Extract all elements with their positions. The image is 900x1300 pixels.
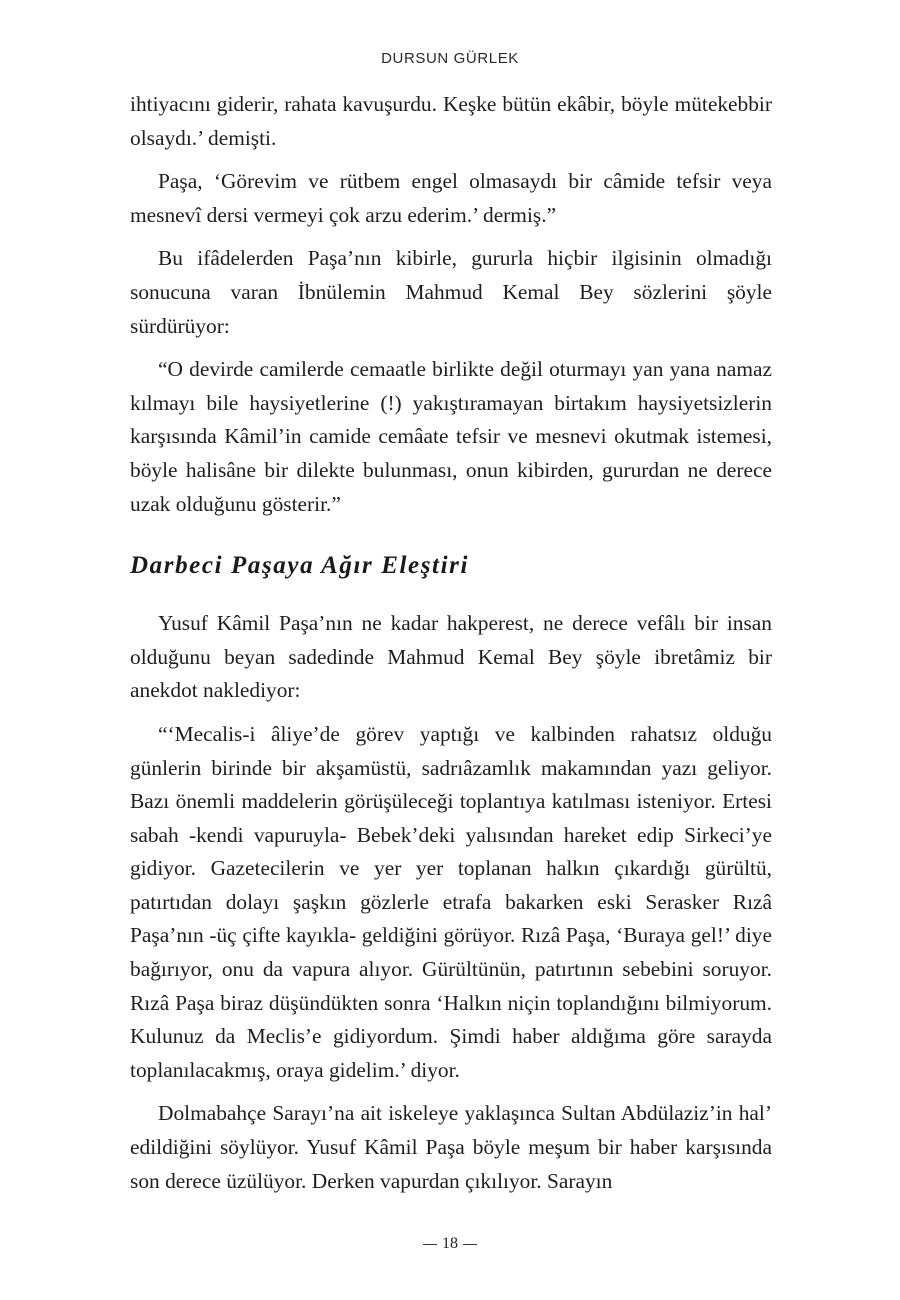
- paragraph: Dolmabahçe Sarayı’na ait iskeleye yaklaşınca Sultan Abdülaziz’in hal’ edildiğini söylüyor. Yusuf Kâmil Paşa böyle meşum bir haber karşısında son derece üzülüyor. Derken vapurdan çıkılıyor. Sarayın: [130, 1101, 772, 1193]
- paragraph-quote: “O devirde camilerde cemaatle birlikte değil oturmayı yan yana namaz kılmayı bile haysiyetlerine (!) yakıştıramayan birtakım haysiyetsizlerin karşısında Kâmil’in camide cemâate tefsir ve mesnevi okutmak istemesi, böyle halisâne bir dilekte bulunması, onun kibirden, gururdan ne derece uzak olduğunu gösterir.”: [130, 357, 772, 516]
- paragraph: Yusuf Kâmil Paşa’nın ne kadar hakperest, ne derece vefâlı bir insan olduğunu beyan sadedinde Mahmud Kemal Bey şöyle ibretâmiz bir anekdot naklediyor:: [130, 611, 772, 703]
- section-heading: Darbeci Paşaya Ağır Eleştiri: [130, 552, 470, 580]
- paragraph-continuation: ihtiyacını giderir, rahata kavuşurdu. Keşke bütün ekâbir, böyle mütekebbir olsaydı.’ demişti.: [130, 92, 772, 150]
- paragraph: Paşa, ‘Görevim ve rütbem engel olmasaydı bir câmide tefsir veya mesnevî dersi vermeyi çok arzu ederim.’ dermiş.”: [130, 169, 772, 227]
- running-head: DURSUN GÜRLEK: [381, 50, 519, 67]
- folio-dash-right: [463, 1244, 477, 1245]
- page-number-footer: [0, 1235, 900, 1253]
- page-body: [130, 88, 772, 1208]
- paragraph: Bu ifâdelerden Paşa’nın kibirle, gururla hiçbir ilgisinin olmadığı sonucuna varan İbnülemin Mahmud Kemal Bey sözlerini şöyle sürdürüyor:: [130, 246, 772, 338]
- page-number: 18: [442, 1235, 458, 1252]
- folio-dash-left: [423, 1244, 437, 1245]
- paragraph-quote: “‘Mecalis-i âliye’de görev yaptığı ve kalbinden rahatsız olduğu günlerin birinde bir akşamüstü, sadrıâzamlık makamından yazı geliyor. Bazı önemli maddelerin görüşüleceği toplantıya katılması isteniyor. Ertesi sabah -kendi vapuruyla- Bebek’deki yalısından hareket edip Sirkeci’ye gidiyor. Gazetecilerin ve yer yer toplanan halkın çıkardığı gürültü, patırtıdan dolayı şaşkın gözlerle etrafa bakarken eski Serasker Rızâ Paşa’nın -üç çifte kayıkla- geldiğini görüyor. Rızâ Paşa, ‘Buraya gel!’ diye bağırıyor, onu da vapura alıyor. Gürültünün, patırtının sebebini soruyor. Rızâ Paşa biraz düşündükten sonra ‘Halkın niçin toplandığını bilmiyorum. Kulunuz da Meclis’e gidiyordum. Şimdi haber aldığıma göre sarayda toplanılacakmış, oraya gidelim.’ diyor.: [130, 721, 772, 1082]
